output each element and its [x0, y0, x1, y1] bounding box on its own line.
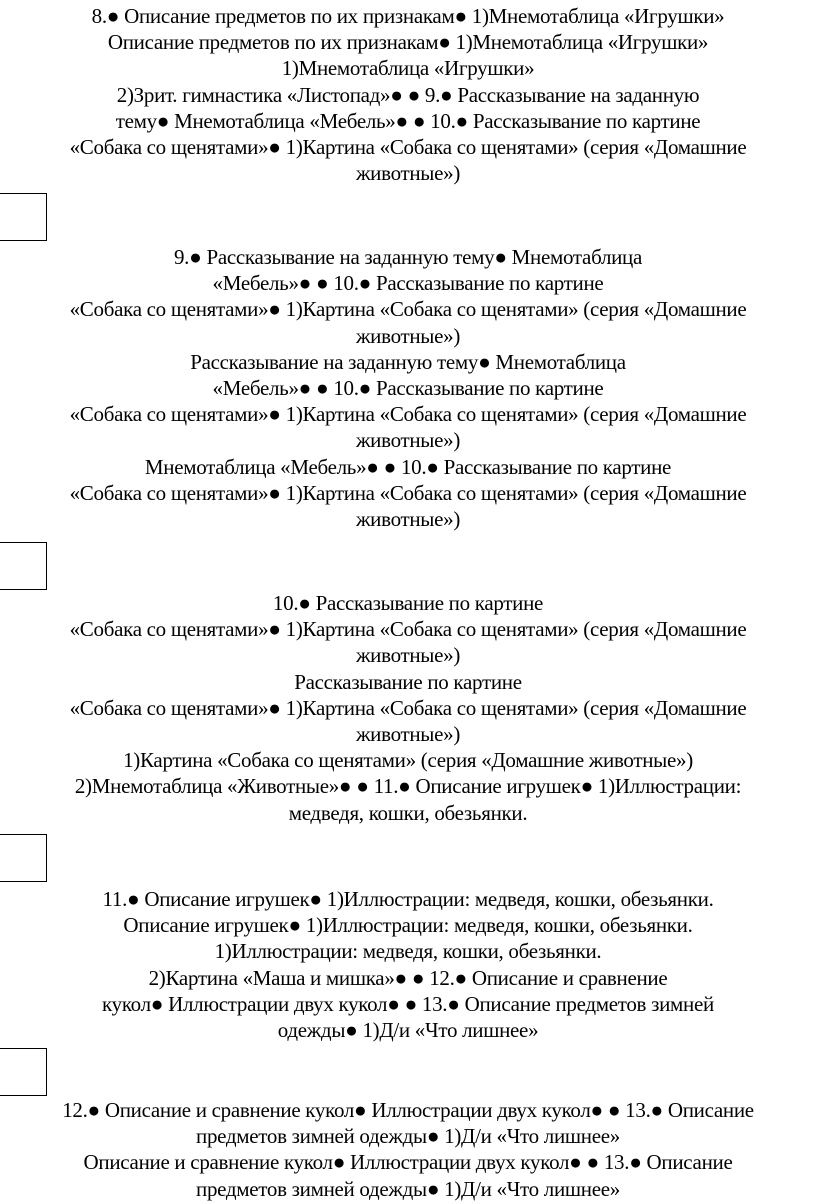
- text-line: 9.● Рассказывание на заданную тему● Мнемотаблица: [173, 245, 643, 269]
- text-line: «Собака со щенятами»● 1)Картина «Собака со щенятами» (серия «Домашние: [69, 480, 747, 505]
- text-line: животные»): [355, 323, 461, 348]
- text-block-4: [0, 886, 816, 1043]
- text-block-3: [0, 590, 816, 826]
- text-line: Описание и сравнение кукол● Иллюстрации двух кукол● ● 13.● Описание: [83, 1150, 733, 1175]
- text-line: 2)Мнемотаблица «Животные»● ● 11.● Описание игрушек● 1)Иллюстрации:: [74, 774, 742, 799]
- text-block-5: [0, 1097, 816, 1202]
- text-block-2: [0, 244, 816, 532]
- text-line: животные»): [355, 643, 461, 668]
- text-line: Описание игрушек● 1)Иллюстрации: медведя, кошки, обезьянки.: [123, 913, 693, 938]
- checkbox[interactable]: [0, 542, 47, 590]
- text-line: 2)Картина «Маша и мишка»● ● 12.● Описание и сравнение: [148, 965, 668, 990]
- text-line: Описание предметов по их признакам● 1)Мнемотаблица «Игрушки»: [107, 30, 709, 55]
- text-line: «Собака со щенятами»● 1)Картина «Собака со щенятами» (серия «Домашние: [69, 297, 747, 322]
- text-line: животные»): [355, 721, 461, 746]
- text-line: Рассказывание по картине: [294, 669, 522, 694]
- text-line: 1)Иллюстрации: медведя, кошки, обезьянки.: [214, 939, 602, 964]
- text-line: «Мебель»● ● 10.● Рассказывание по картине: [212, 375, 604, 400]
- text-line: животные»): [355, 161, 461, 186]
- text-line: предметов зимней одежды● 1)Д/и «Что лишнее»: [196, 1176, 620, 1201]
- text-line: 1)Картина «Собака со щенятами» (серия «Домашние животные»): [123, 748, 693, 773]
- checkbox[interactable]: [0, 1048, 47, 1096]
- text-line: предметов зимней одежды● 1)Д/и «Что лишнее»: [196, 1124, 620, 1149]
- text-block-1: [0, 3, 816, 186]
- text-line: 12.● Описание и сравнение кукол● Иллюстрации двух кукол● ● 13.● Описание: [62, 1098, 754, 1122]
- text-line: 11.● Описание игрушек● 1)Иллюстрации: медведя, кошки, обезьянки.: [102, 887, 714, 911]
- text-line: кукол● Иллюстрации двух кукол● ● 13.● Описание предметов зимней: [102, 991, 714, 1016]
- text-line: «Собака со щенятами»● 1)Картина «Собака со щенятами» (серия «Домашние: [69, 617, 747, 642]
- text-line: животные»): [355, 428, 461, 453]
- checkbox[interactable]: [0, 834, 47, 882]
- text-line: 2)Зрит. гимнастика «Листопад»● ● 9.● Рассказывание на заданную: [116, 82, 700, 107]
- text-line: 10.● Рассказывание по картине: [272, 591, 544, 615]
- text-line: Мнемотаблица «Мебель»● ● 10.● Рассказывание по картине: [144, 454, 672, 479]
- text-line: животные»): [355, 506, 461, 531]
- text-line: «Собака со щенятами»● 1)Картина «Собака со щенятами» (серия «Домашние: [69, 695, 747, 720]
- text-line: одежды● 1)Д/и «Что лишнее»: [277, 1017, 539, 1042]
- text-line: «Собака со щенятами»● 1)Картина «Собака со щенятами» (серия «Домашние: [69, 134, 747, 159]
- text-line: «Собака со щенятами»● 1)Картина «Собака со щенятами» (серия «Домашние: [69, 402, 747, 427]
- text-line: тему● Мнемотаблица «Мебель»● ● 10.● Рассказывание по картине: [115, 108, 701, 133]
- text-line: «Мебель»● ● 10.● Рассказывание по картине: [212, 271, 604, 296]
- text-line: медведя, кошки, обезьянки.: [288, 800, 528, 825]
- text-line: Рассказывание на заданную тему● Мнемотаблица: [190, 349, 626, 374]
- text-line: 1)Мнемотаблица «Игрушки»: [281, 56, 535, 81]
- text-line: 8.● Описание предметов по их признакам● 1)Мнемотаблица «Игрушки»: [91, 4, 725, 28]
- checkbox[interactable]: [0, 193, 47, 241]
